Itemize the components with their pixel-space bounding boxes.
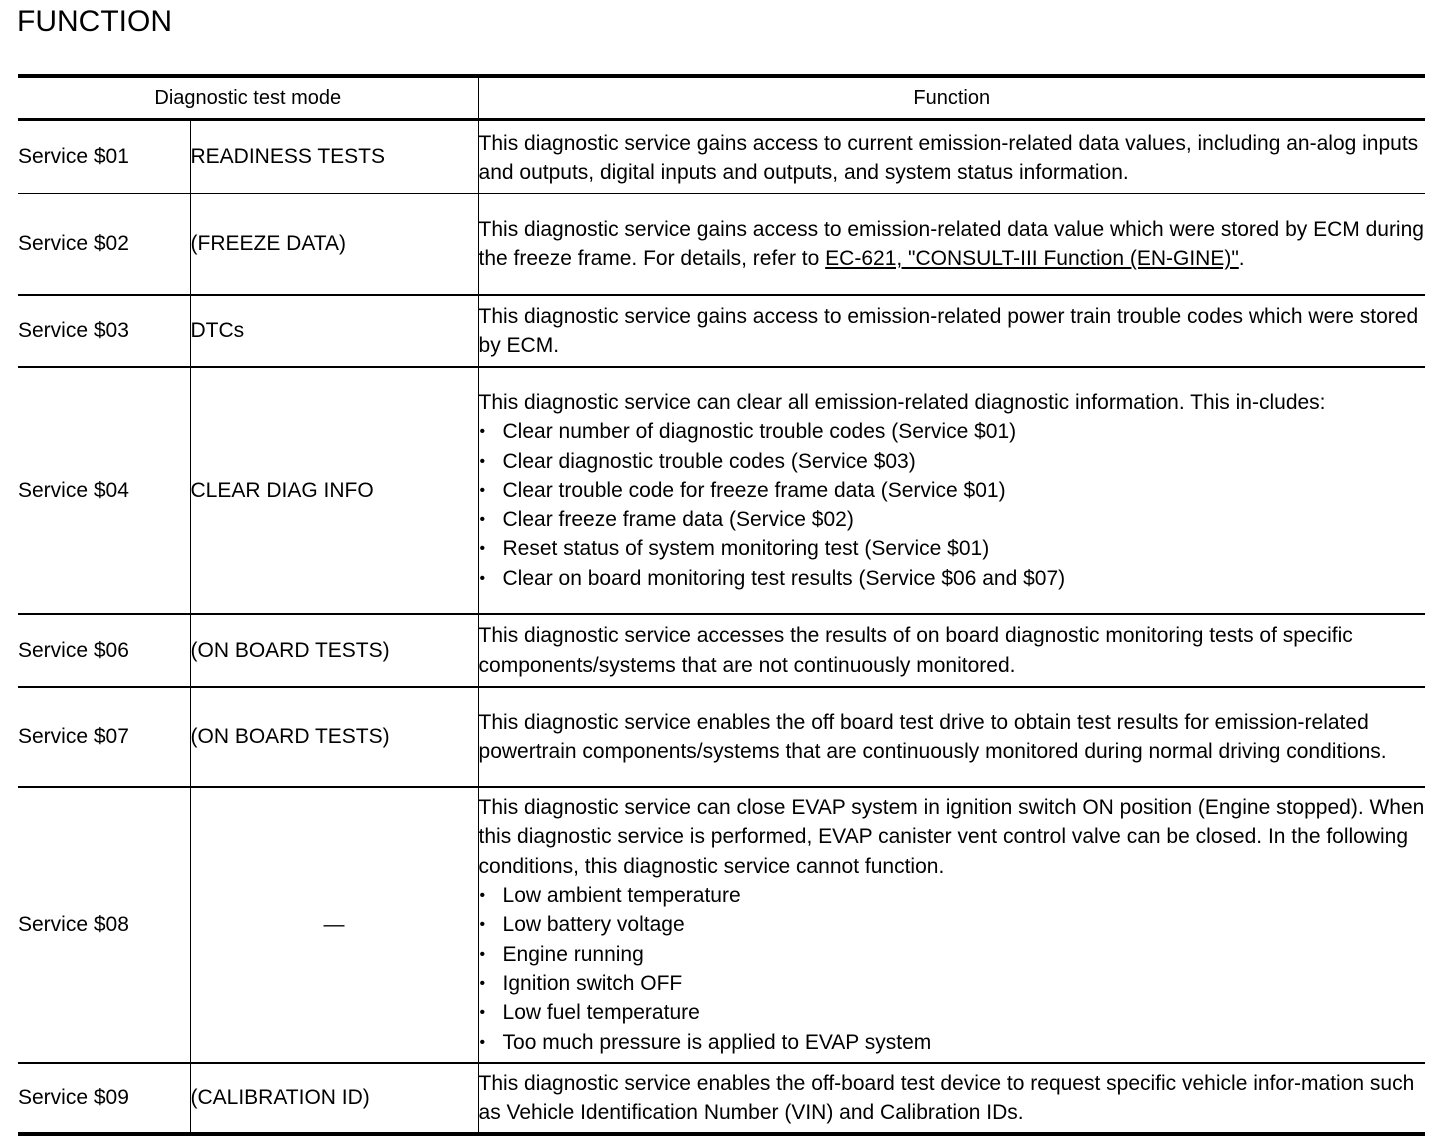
list-item (479, 447, 1426, 476)
service-code: Service $04 (18, 367, 190, 614)
table-row (18, 194, 1425, 296)
list-item (479, 417, 1426, 446)
diagnostic-function-table (18, 74, 1425, 1136)
list-item (479, 940, 1426, 969)
list-item (479, 998, 1426, 1027)
function-description (478, 120, 1425, 194)
function-text: This diagnostic service enables the off-board test device to request specific vehicle infor-mation such as Vehicle Identification Number (VIN) and Calibration IDs. (478, 1071, 1415, 1124)
function-description (478, 295, 1425, 367)
table-row (18, 614, 1425, 687)
service-mode: (CALIBRATION ID) (190, 1063, 478, 1134)
list-item (479, 476, 1426, 505)
function-text: This diagnostic service gains access to emission-related data value which were stored by ECM during the freeze frame. For details, refer to (478, 217, 1424, 270)
page-title: FUNCTION (17, 5, 172, 38)
bullet-icon: • (479, 481, 486, 499)
list-item (479, 881, 1426, 910)
function-text: This diagnostic service accesses the results of on board diagnostic monitoring tests of specific components/systems that are not continuously monitored. (478, 624, 1353, 677)
service-mode: (ON BOARD TESTS) (190, 687, 478, 787)
bullet-icon: • (479, 945, 486, 963)
bullet-icon: • (479, 569, 486, 587)
table-row (18, 1063, 1425, 1134)
bullet-icon: • (479, 974, 486, 992)
list-item-text: Reset status of system monitoring test (Service $01) (502, 537, 990, 561)
service-mode: (FREEZE DATA) (190, 194, 478, 296)
function-description (478, 614, 1425, 687)
cross-reference-link[interactable]: EC-621, "CONSULT-III Function (EN-GINE)" (825, 247, 1239, 270)
list-item-text: Clear diagnostic trouble codes (Service $03) (502, 449, 916, 473)
bullet-icon: • (479, 540, 486, 558)
table-row (18, 120, 1425, 194)
list-item-text: Clear trouble code for freeze frame data (Service $01) (502, 478, 1006, 502)
list-item-text: Low fuel temperature (502, 1001, 700, 1025)
function-description (478, 687, 1425, 787)
bullet-icon: • (479, 1033, 486, 1051)
function-description (478, 367, 1425, 614)
service-code: Service $02 (18, 194, 190, 296)
function-paragraph (479, 215, 1426, 274)
list-item (479, 1028, 1426, 1057)
function-bullet-list (479, 417, 1426, 593)
list-item (479, 564, 1426, 593)
table-row (18, 367, 1425, 614)
function-text: This diagnostic service gains access to emission-related power train trouble codes which were stored by ECM. (478, 304, 1419, 357)
list-item (479, 534, 1426, 563)
service-code: Service $03 (18, 295, 190, 367)
table-header-row (18, 76, 1425, 120)
function-text: This diagnostic service gains access to current emission-related data values, including an-alog inputs and outputs, digital inputs and outputs, and system status information. (478, 131, 1419, 184)
service-code: Service $08 (18, 787, 190, 1063)
list-item-text: Engine running (502, 942, 644, 966)
service-mode: READINESS TESTS (190, 120, 478, 194)
function-description (478, 194, 1425, 296)
function-text: This diagnostic service enables the off board test drive to obtain test results for emission-related powertrain components/systems that are continuously monitored during normal driving conditions. (478, 710, 1387, 763)
list-item-text: Clear number of diagnostic trouble codes (Service $01) (502, 420, 1017, 444)
header-diagnostic-test-mode: Diagnostic test mode (18, 76, 478, 120)
bullet-icon: • (479, 423, 486, 441)
service-code: Service $07 (18, 687, 190, 787)
list-item (479, 910, 1426, 939)
service-code: Service $01 (18, 120, 190, 194)
list-item (479, 969, 1426, 998)
service-mode: DTCs (190, 295, 478, 367)
list-item-text: Clear on board monitoring test results (Service $06 and $07) (502, 566, 1066, 590)
list-item-text: Clear freeze frame data (Service $02) (502, 508, 854, 532)
function-description (478, 1063, 1425, 1134)
bullet-icon: • (479, 916, 486, 934)
list-item-text: Ignition switch OFF (502, 971, 683, 995)
bullet-icon: • (479, 452, 486, 470)
list-item-text: Low battery voltage (502, 913, 685, 937)
header-function: Function (478, 76, 1425, 120)
list-item-text: Low ambient temperature (502, 884, 741, 908)
list-item-text: Too much pressure is applied to EVAP system (502, 1030, 932, 1054)
bullet-icon: • (479, 1004, 486, 1022)
table-row (18, 295, 1425, 367)
table-row (18, 687, 1425, 787)
service-code: Service $09 (18, 1063, 190, 1134)
function-text: This diagnostic service can close EVAP system in ignition switch ON position (Engine stopped). When this diagnostic service is performed, EVAP canister vent control valve can be closed. In the following conditions, this diagnostic service cannot function. (478, 796, 1425, 878)
bullet-icon: • (479, 887, 486, 905)
service-mode-empty-dash: — (190, 787, 478, 1063)
table-row (18, 787, 1425, 1063)
function-bullet-list (479, 881, 1426, 1057)
bullet-icon: • (479, 511, 486, 529)
function-text: This diagnostic service can clear all emission-related diagnostic information. This in-cludes: (478, 390, 1326, 414)
function-description (478, 787, 1425, 1063)
function-text-end: . (1238, 247, 1245, 270)
service-mode: (ON BOARD TESTS) (190, 614, 478, 687)
list-item (479, 505, 1426, 534)
service-code: Service $06 (18, 614, 190, 687)
service-mode: CLEAR DIAG INFO (190, 367, 478, 614)
